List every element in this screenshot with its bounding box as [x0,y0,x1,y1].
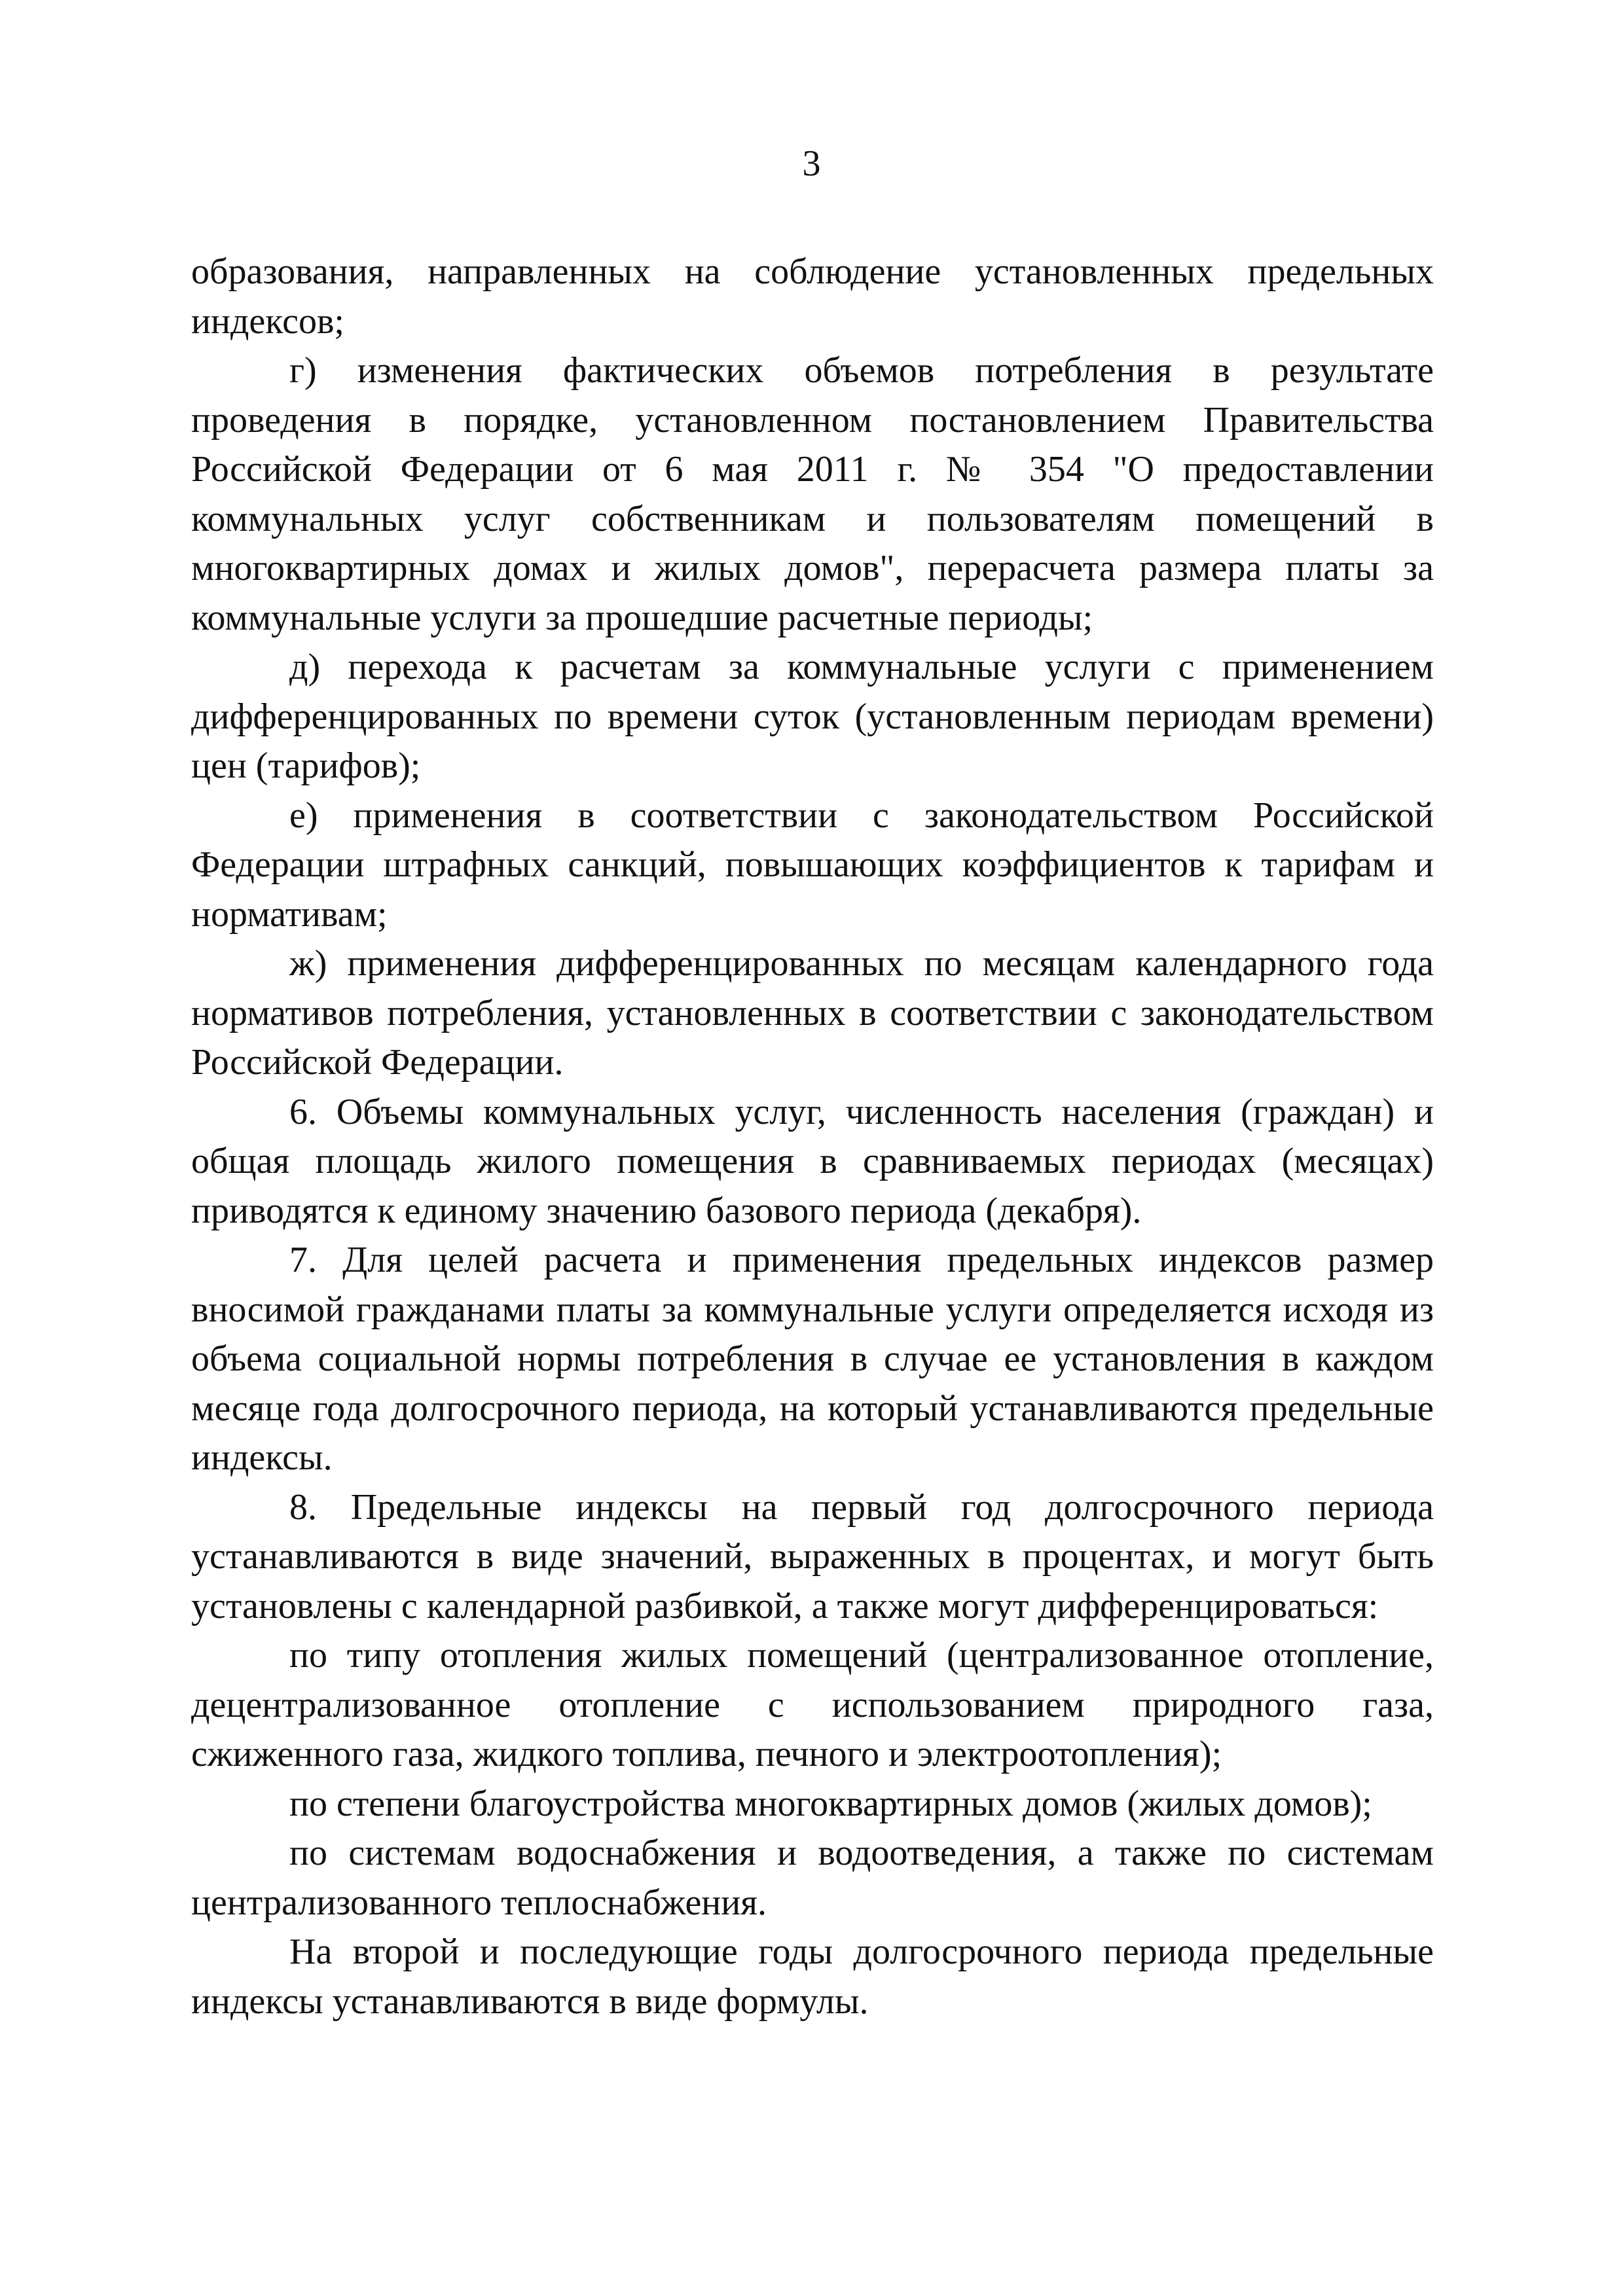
paragraph-improvement-level: по степени благоустройства многоквартирных домов (жилых домов); [289,1783,1372,1824]
paragraph-section-8: 8. Предельные индексы на первый год долгосрочного периода устанавливаются в виде значений, выраженных в процентах, и могут быть установлены с календарной разбивкой, а также могут дифференцироваться: [191,1486,1434,1626]
paragraph-section-7: 7. Для целей расчета и применения предельных индексов размер вносимой гражданами платы за коммунальные услуги определяется исходя из объема социальной нормы потребления в случае ее установления в каждом месяце года долгосрочного периода, на который устанавливаются предельные индексы. [191,1240,1434,1478]
paragraph-second-year: На второй и последующие годы долгосрочного периода предельные индексы устанавливаются в виде формулы. [191,1931,1434,2022]
page-number: 3 [802,143,821,184]
document-body [191,247,1434,2026]
paragraph-continuation: образования, направленных на соблюдение установленных предельных индексов; [191,251,1434,342]
paragraph-heating-type: по типу отопления жилых помещений (централизованное отопление, децентрализованное отопление с использованием природного газа, сжиженного газа, жидкого топлива, печного и электроотопления); [191,1635,1434,1774]
paragraph-section-6: 6. Объемы коммунальных услуг, численность населения (граждан) и общая площадь жилого помещения в сравниваемых периодах (месяцах) приводятся к единому значению базового периода (декабря). [191,1091,1434,1231]
paragraph-item-d: д) перехода к расчетам за коммунальные услуги с применением дифференцированных по времени суток (установленным периодам времени) цен (тарифов); [191,647,1434,786]
paragraph-item-e: е) применения в соответствии с законодательством Российской Федерации штрафных санкций, повышающих коэффициентов к тарифам и нормативам; [191,795,1434,935]
paragraph-water-systems: по системам водоснабжения и водоотведения, а также по системам централизованного теплоснабжения. [191,1833,1434,1923]
paragraph-item-zh: ж) применения дифференцированных по месяцам календарного года нормативов потребления, установленных в соответствии с законодательством Российской Федерации. [191,943,1434,1083]
paragraph-item-g: г) изменения фактических объемов потребления в результате проведения в порядке, установленном постановлением Правительства Российской Федерации от 6 мая 2011 г. № 354 "О предоставлении коммунальных услуг собственникам и пользователям помещений в многоквартирных домах и жилых домов", перерасчета размера платы за коммунальные услуги за прошедшие расчетные периоды; [191,350,1434,638]
